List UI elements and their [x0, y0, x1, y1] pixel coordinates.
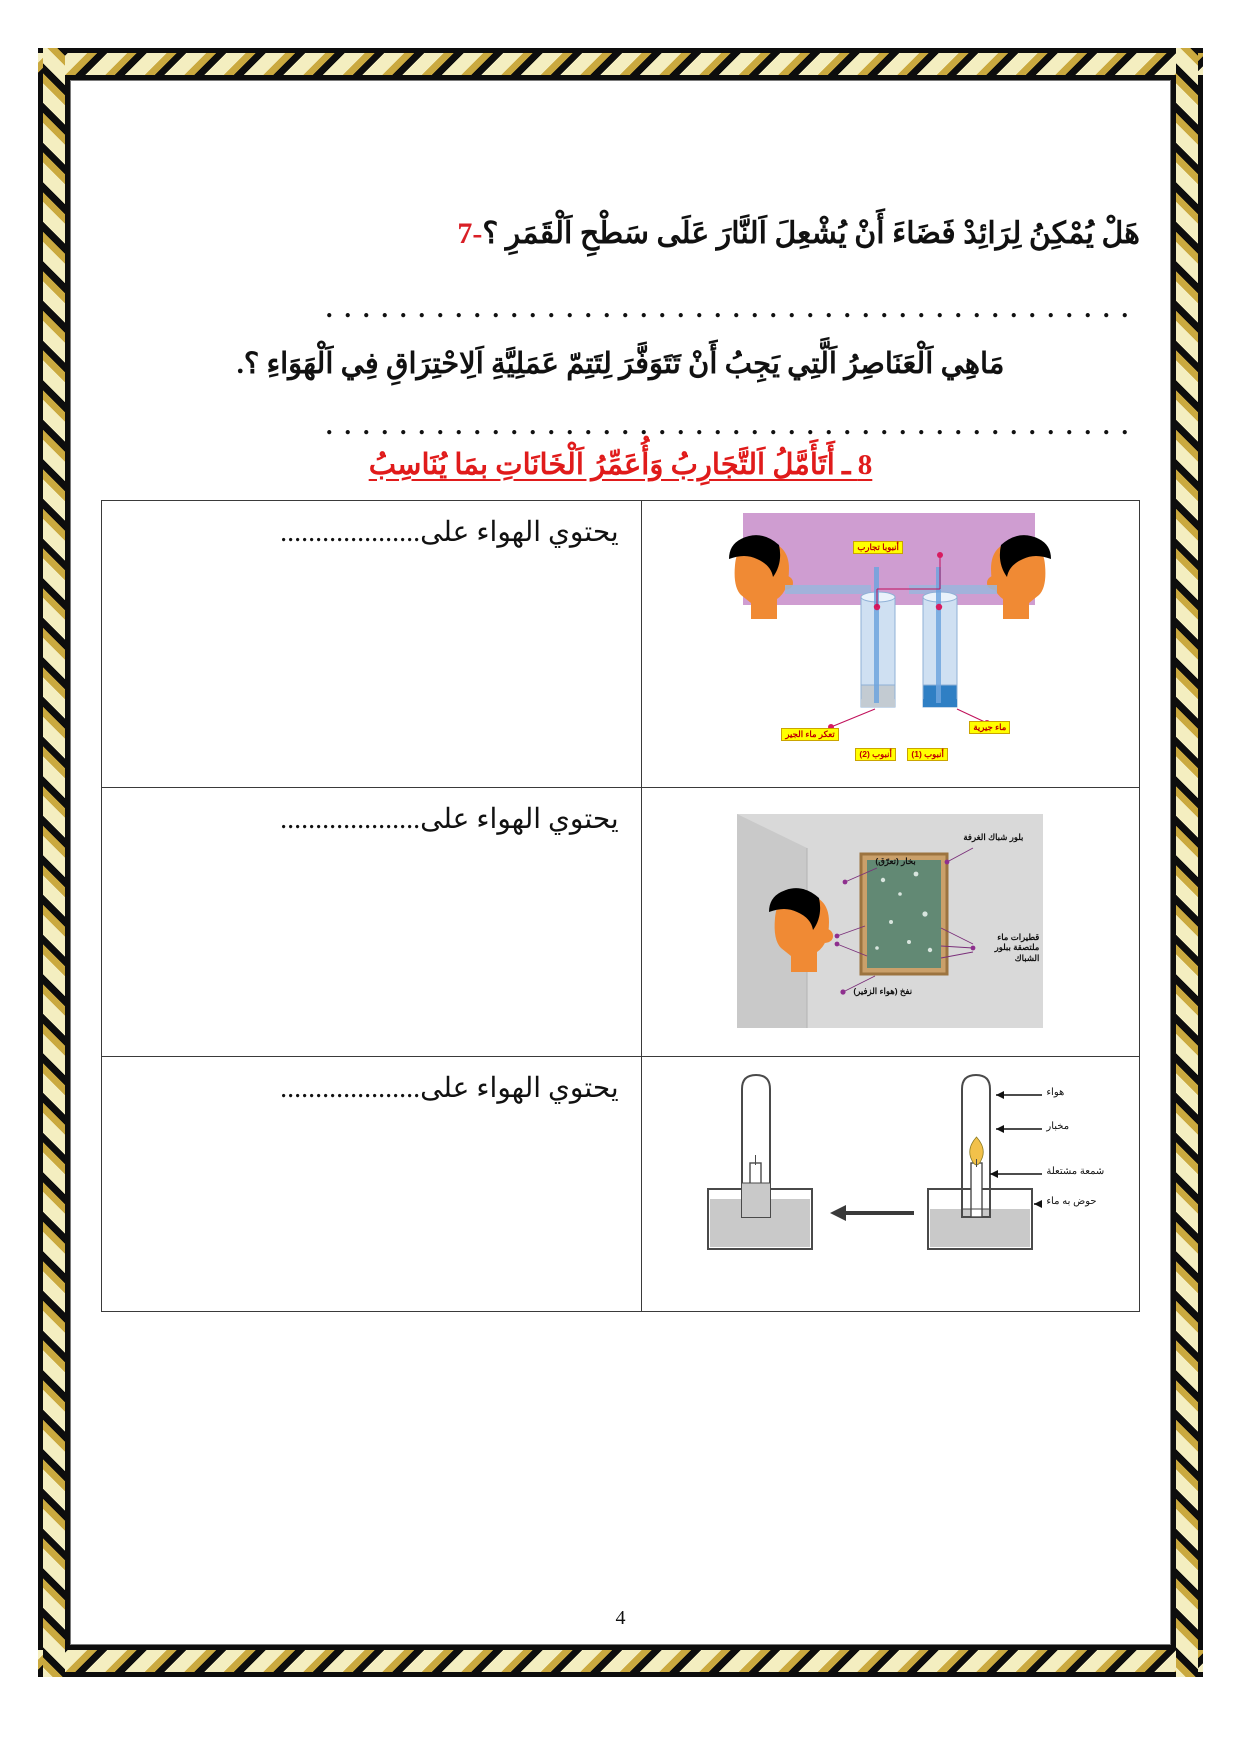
label-limewater-turbid: تعكر ماء الجير [781, 728, 838, 742]
figure-3-svg [690, 1071, 1090, 1301]
decorative-border [38, 48, 1203, 1677]
answer-prompt-2: يحتوي الهواء على.................... [280, 803, 619, 835]
answer-prompt-3: يحتوي الهواء على.................... [280, 1072, 619, 1104]
answer-cell-2[interactable] [102, 787, 642, 1056]
limewater-breath-test-figure [725, 509, 1055, 777]
window-condensation-figure [725, 796, 1055, 1046]
question-7-text: هَلْ يُمْكِنُ لِرَائِدْ فَضَاءَ أَنْ يُشْعِلَ اَلنَّارَ عَلَى سَطْحِ اَلْقَمَرِ ؟ [482, 217, 1140, 250]
head-right-icon [987, 535, 1051, 619]
figure-wrapper [642, 1057, 1139, 1311]
border-ribbon-bottom [38, 1650, 1203, 1672]
figure-cell-condensation [641, 787, 1139, 1056]
label-tube-2: أنبوب (2) [855, 748, 895, 762]
label-jar: مخبار [1046, 1120, 1070, 1132]
border-ribbon-left [43, 48, 65, 1677]
page-inner-frame [70, 80, 1171, 1645]
question-8-heading: 8 ـ أَتَأَمَّلُ اَلتَّجَارِبُ وَأُعَمِّرُ اَلْخَانَاتِ بمَا يُنَاسِبُ [368, 448, 873, 481]
head-left-icon [729, 535, 793, 619]
table-row [102, 1056, 1140, 1311]
border-ribbon-top [38, 53, 1203, 75]
label-air: هواء [1046, 1086, 1065, 1098]
label-lit-candle: شمعة مشتعلة [1046, 1165, 1105, 1177]
label-test-tubes: أنبوبا تجارب [853, 541, 903, 555]
answer-cell-1[interactable] [102, 500, 642, 787]
label-tube-1: أنبوب (1) [907, 748, 947, 762]
question-7-number: -7 [457, 217, 483, 250]
table-row [102, 500, 1140, 787]
question-7 [101, 211, 1140, 256]
border-ribbon-right [1176, 48, 1198, 1677]
page-content [71, 81, 1170, 1644]
figure-wrapper [642, 501, 1139, 787]
label-limewater: ماء جيرية [969, 721, 1010, 735]
label-vapor-sweat: بخار (تعرّق) [875, 855, 916, 866]
label-exhaled-air: نفخ (هواء الزفير) [853, 985, 913, 996]
figure-wrapper [642, 788, 1139, 1056]
figure-cell-limewater [641, 500, 1139, 787]
page-number: 4 [615, 1607, 626, 1629]
answer-dots-2: ............................................ [326, 412, 1140, 439]
question-elements: مَاهِي اَلْعَنَاصِرُ اَلَّتِي يَجِبُ أَنْ تَتَوَفَّرَ لِتَتِمّ عَمَلِيَّةِ اَلِاحْتِرَاقِ فِي اَلْهَوَاءِ ؟. [236, 348, 1005, 380]
table-row [102, 787, 1140, 1056]
figure-cell-candle [641, 1056, 1139, 1311]
label-window-glass: بلور شباك الغرفة [963, 831, 1024, 842]
answer-prompt-1: يحتوي الهواء على.................... [280, 516, 619, 548]
experiments-table [101, 500, 1140, 1312]
answer-cell-3[interactable] [102, 1056, 642, 1311]
label-water-droplets: قطيرات ماء ملتصقة ببلور الشباك [994, 931, 1040, 963]
candle-under-jar-figure [690, 1071, 1105, 1301]
label-water-basin: حوض به ماء [1046, 1195, 1097, 1207]
answer-dots-1: ............................................ [326, 296, 1140, 322]
